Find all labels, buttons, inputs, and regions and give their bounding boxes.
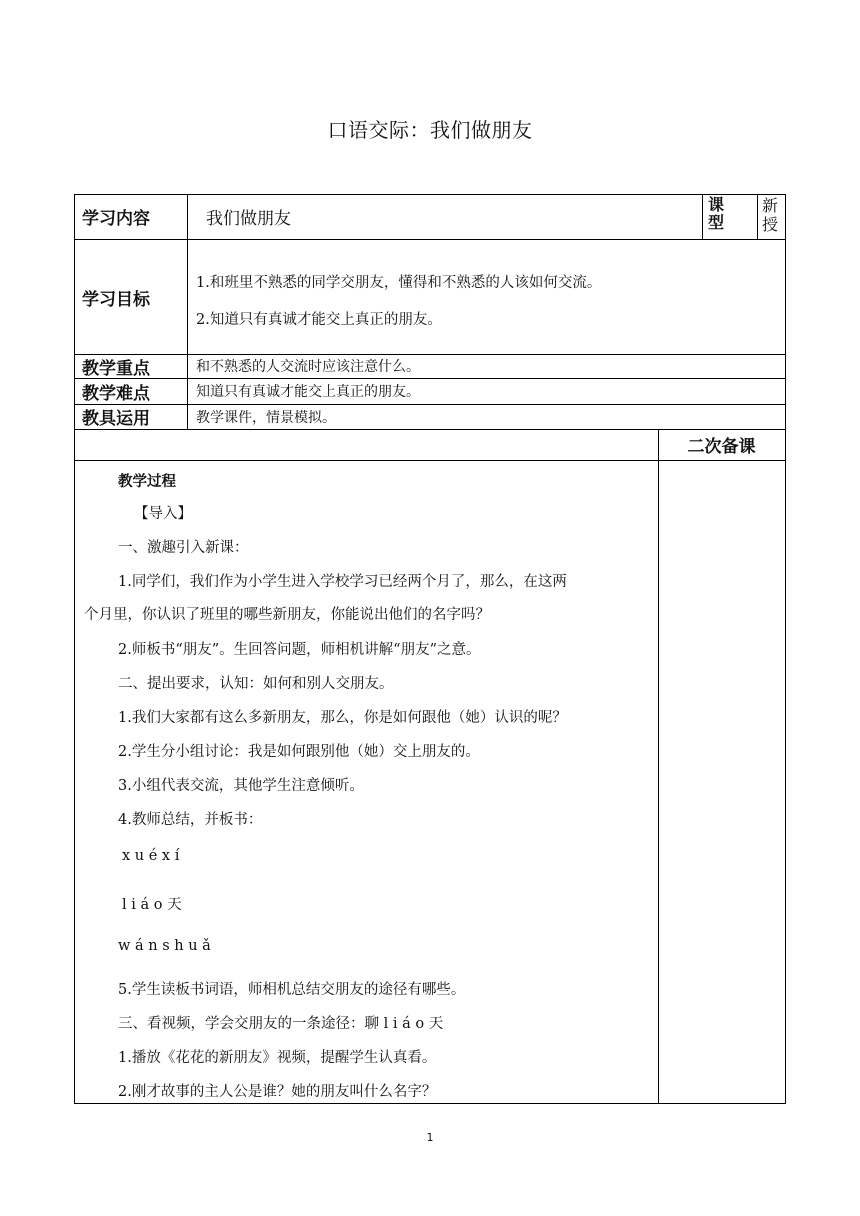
table-row-divider <box>74 354 786 355</box>
table-border-right <box>785 194 786 1104</box>
difficulty-value: 知道只有真诚才能交上真正的朋友。 <box>196 384 420 400</box>
process-line: 4.教师总结，并板书： <box>118 812 263 828</box>
table-border-bottom <box>74 1103 786 1104</box>
process-line: 2.刚才故事的主人公是谁？她的朋友叫什么名字？ <box>118 1084 437 1100</box>
table-col-divider <box>702 194 703 240</box>
goal-item: 1.和班里不熟悉的同学交朋友，懂得和不熟悉的人该如何交流。 <box>196 275 602 291</box>
process-heading: 教学过程 <box>118 474 176 490</box>
process-line: 个月里，你认识了班里的哪些新朋友，你能说出他们的名字吗？ <box>84 607 490 623</box>
pinyin-line: w á n s h u ǎ <box>118 938 211 954</box>
difficulty-label: 教学难点 <box>82 383 150 404</box>
second-prep-label: 二次备课 <box>687 437 756 457</box>
table-col-divider <box>757 194 758 240</box>
process-line: 二、提出要求，认知：如何和别人交朋友。 <box>118 676 394 692</box>
type-value: 新授 <box>762 196 779 234</box>
pinyin-line: x u é x í <box>122 848 180 864</box>
table-col-divider <box>658 429 659 1104</box>
content-label: 学习内容 <box>82 209 150 229</box>
process-line: 1.播放《花花的新朋友》视频，提醒学生认真看。 <box>118 1050 437 1066</box>
table-row-divider <box>74 239 786 240</box>
process-line: 2.学生分小组讨论：我是如何跟别他（她）交上朋友的。 <box>118 744 480 760</box>
process-line: 1.同学们，我们作为小学生进入学校学习已经两个月了，那么，在这两 <box>118 574 567 590</box>
goal-item: 2.知道只有真诚才能交上真正的朋友。 <box>196 312 442 328</box>
process-line: 5.学生读板书词语，师相机总结交朋友的途径有哪些。 <box>118 982 466 998</box>
process-line: 【导入】 <box>134 506 192 522</box>
table-border-top <box>74 194 786 195</box>
type-label: 课型 <box>708 195 725 232</box>
goals-label: 学习目标 <box>82 289 150 310</box>
page-title: 口语交际：我们做朋友 <box>327 118 533 142</box>
process-line: 3.小组代表交流，其他学生注意倾听。 <box>118 778 364 794</box>
tools-label: 教具运用 <box>82 409 150 429</box>
table-row-divider <box>74 404 786 405</box>
table-row-divider <box>74 460 786 461</box>
pinyin-line: l i á o 天 <box>122 897 182 913</box>
page-number: 1 <box>426 1131 434 1144</box>
process-line: 2.师板书“朋友”。生回答问题，师相机讲解“朋友”之意。 <box>118 642 481 658</box>
process-line: 1.我们大家都有这么多新朋友，那么，你是如何跟他（她）认识的呢？ <box>118 710 567 726</box>
tools-value: 教学课件，情景模拟。 <box>196 409 336 426</box>
focus-label: 教学重点 <box>82 358 150 379</box>
process-line: 一、激趣引入新课： <box>118 540 249 556</box>
table-border-left <box>74 194 75 1104</box>
process-line: 三、看视频，学会交朋友的一条途径：聊 l i á o 天 <box>118 1016 444 1032</box>
focus-value: 和不熟悉的人交流时应该注意什么。 <box>196 359 420 375</box>
table-row-divider <box>74 378 786 379</box>
table-col-divider <box>187 194 188 430</box>
content-value: 我们做朋友 <box>206 209 291 229</box>
